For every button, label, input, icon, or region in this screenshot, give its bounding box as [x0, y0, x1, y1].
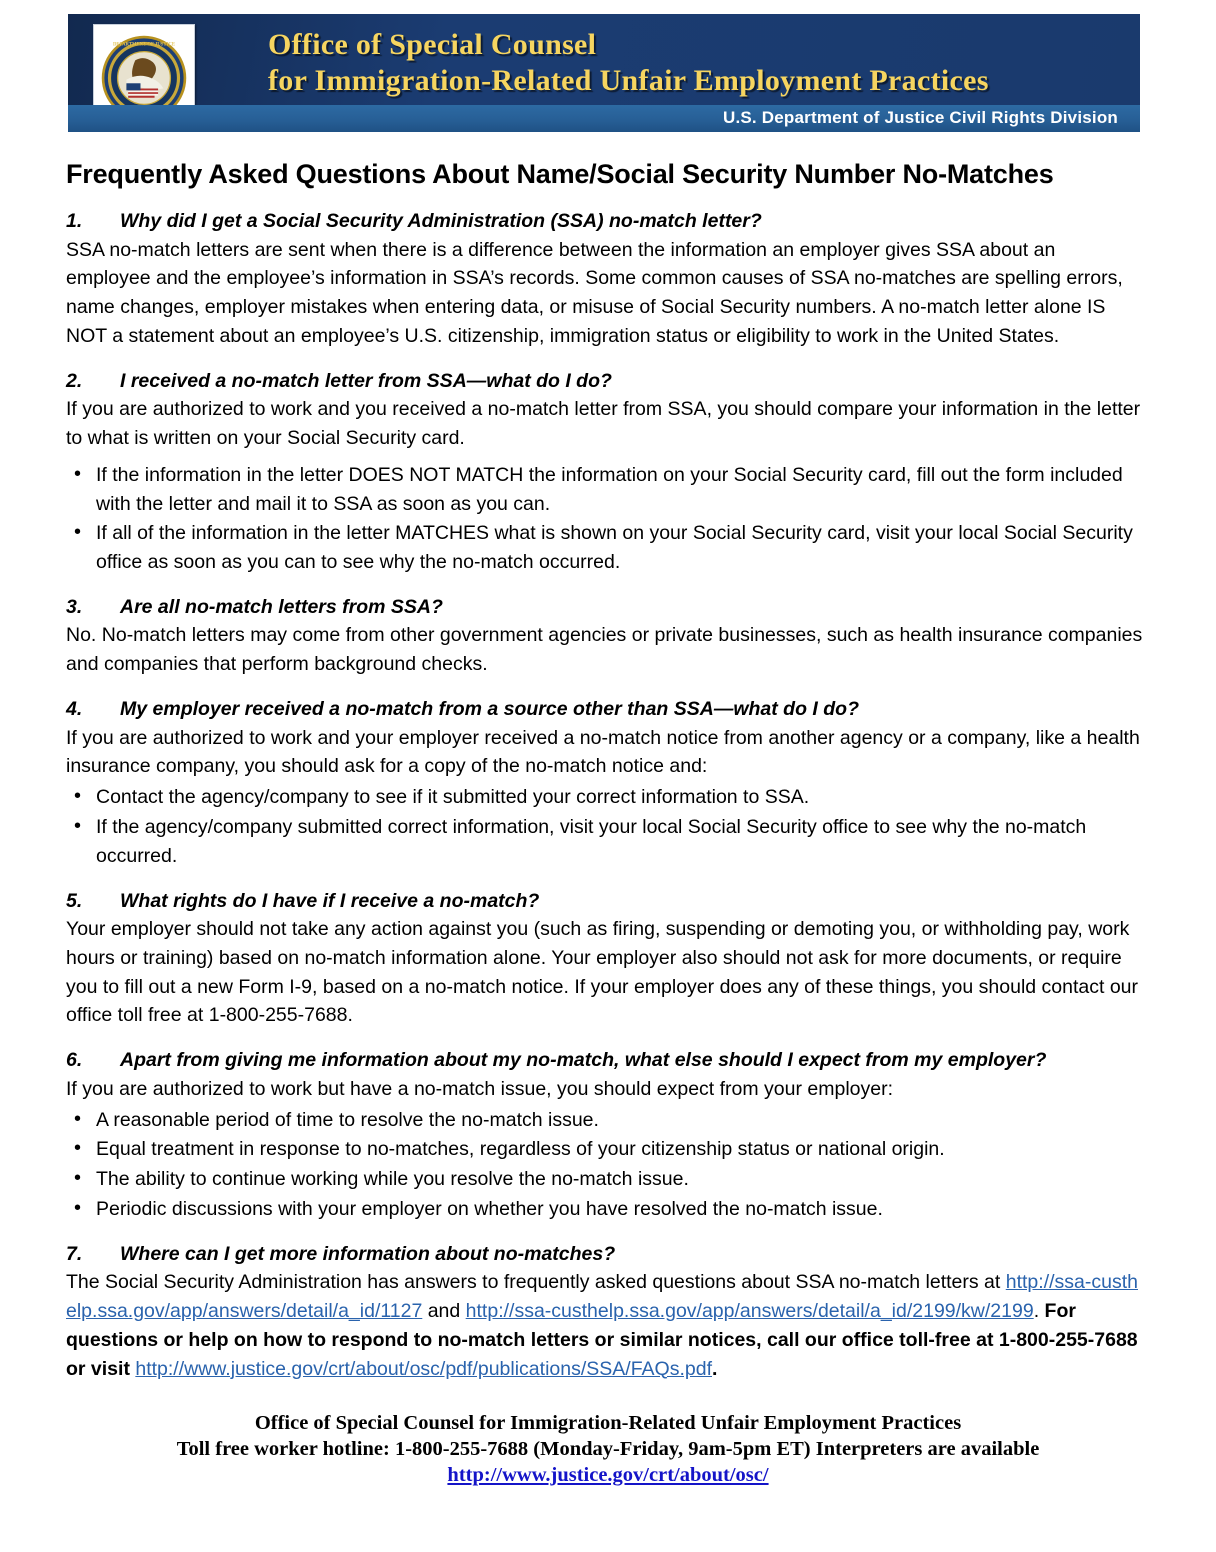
ssa-faq-link-2199[interactable]: http://ssa-custhelp.ssa.gov/app/answers/detail/a_id/2199/kw/2199: [465, 1300, 1034, 1323]
svg-text:DEPARTMENT OF JUSTICE: DEPARTMENT OF JUSTICE: [112, 41, 176, 47]
faq-number-6: 6.: [66, 1049, 83, 1072]
faq-bullet-list-6: [66, 1106, 1144, 1224]
document-body: [66, 158, 1144, 1389]
banner-title-line1: Office of Special Counsel: [268, 28, 597, 61]
faq-question-4: My employer received a no-match from a source other than SSA—what do I do?: [120, 698, 859, 721]
faq-heading-1: [66, 207, 1144, 236]
list-item: • If all of the information in the letter MATCHES what is shown on your Social Security card, visit your local Social Security office as soon as you can to see why the no-match occurred.: [66, 519, 1144, 577]
faq-heading-3: [66, 593, 1144, 622]
osc-website-link[interactable]: http://www.justice.gov/crt/about/osc/: [447, 1464, 769, 1486]
faq-number-5: 5.: [66, 889, 83, 912]
banner-subtitle-strip: [68, 105, 1140, 132]
q7-conjunction: and: [422, 1300, 466, 1323]
faq-answer-6: If you are authorized to work but have a no-match issue, you should expect from your employer:: [66, 1077, 894, 1100]
faq-answer-1: SSA no-match letters are sent when there is a difference between the information an employer gives SSA about an employee and the employee’s information in SSA’s records. Some common causes of SSA no-matches are spelling errors, name changes, employer mistakes when entering data, or misuse of Social Security numbers. A no-match letter alone IS NOT a statement about an employee’s U.S. citizenship, immigration status or eligibility to work in the United States.: [66, 238, 1123, 347]
faq-answer-5: Your employer should not take any action against you (such as firing, suspending or demoting you, or withholding pay, work hours or training) based on no-match information alone. Your employer also should not ask for more documents, or require you to fill out a new Form I-9, based on a no-match notice. If your employer does any of these things, you should contact our office toll free at 1-800-255-7688.: [66, 918, 1139, 1027]
faq-question-6: Apart from giving me information about my no-match, what else should I expect from my employer?: [120, 1049, 1047, 1072]
faq-item-5: [66, 887, 1144, 1031]
faq-answer-2: If you are authorized to work and you received a no-match letter from SSA, you should compare your information in the letter to what is written on your Social Security card.: [66, 398, 1141, 449]
faq-heading-5: [66, 887, 1144, 916]
faq-item-1: [66, 207, 1144, 351]
list-item: • Equal treatment in response to no-matches, regardless of your citizenship status or national origin.: [66, 1135, 1144, 1164]
faq-item-4: [66, 695, 1144, 870]
faq-heading-2: [66, 367, 1144, 396]
faq-question-2: I received a no-match letter from SSA—what do I do?: [120, 369, 612, 392]
faq-heading-6: [66, 1046, 1144, 1075]
faq-number-2: 2.: [66, 369, 83, 392]
ssa-faq-link-1127[interactable]: http://ssa-custhelp.ssa.gov/app/answers/detail/a_id/1127: [66, 1271, 1138, 1323]
faq-question-1: Why did I get a Social Security Administration (SSA) no-match letter?: [120, 210, 762, 232]
footer-hotline: Toll free worker hotline: 1-800-255-7688 (Monday-Friday, 9am-5pm ET) Interpreters are available: [176, 1438, 1040, 1460]
faq-number-1: 1.: [66, 210, 83, 232]
faq-number-7: 7.: [66, 1242, 83, 1265]
faq-question-3: Are all no-match letters from SSA?: [120, 595, 443, 618]
faq-answer-3: No. No-match letters may come from other government agencies or private businesses, such as health insurance companies and companies that perform background checks.: [66, 624, 1143, 676]
q7-intro-text: The Social Security Administration has answers to frequently asked questions about SSA no-match letters at: [66, 1271, 1006, 1294]
faq-answer-7: [66, 1268, 1144, 1383]
faq-question-7: Where can I get more information about no-matches?: [120, 1242, 616, 1265]
faq-answer-4: If you are authorized to work and your employer received a no-match notice from another agency or a company, like a health insurance company, you should ask for a copy of the no-match notice and:: [66, 726, 1140, 778]
footer-link-row: [0, 1462, 1216, 1488]
faq-item-7: [66, 1240, 1144, 1384]
faq-bullet-list-4: [66, 783, 1144, 870]
list-item: • Periodic discussions with your employer on whether you have resolved the no-match issue.: [66, 1195, 1144, 1224]
faq-bullet-list-2: [66, 461, 1144, 577]
banner-title: [268, 27, 989, 99]
q7-period: .: [1033, 1300, 1045, 1323]
faq-item-3: [66, 593, 1144, 679]
list-item: • If the information in the letter DOES NOT MATCH the information on your Social Security card, fill out the form included with the letter and mail it to SSA as soon as you can.: [66, 461, 1144, 519]
q7-end-period: .: [711, 1357, 718, 1380]
banner-subtitle: U.S. Department of Justice Civil Rights Division: [722, 108, 1118, 127]
banner-title-line2: for Immigration-Related Unfair Employment Practices: [268, 64, 989, 97]
faq-number-4: 4.: [66, 698, 83, 721]
page-footer: [0, 1410, 1216, 1488]
faq-heading-4: [66, 695, 1144, 724]
agency-header-banner: [68, 14, 1140, 132]
footer-office-name: Office of Special Counsel for Immigration-Related Unfair Employment Practices: [254, 1412, 962, 1434]
list-item: • Contact the agency/company to see if it submitted your correct information to SSA.: [66, 783, 1144, 812]
list-item: • A reasonable period of time to resolve the no-match issue.: [66, 1106, 1144, 1135]
faq-question-5: What rights do I have if I receive a no-match?: [120, 889, 540, 912]
q7-bold-text: For questions or help on how to respond to no-match letters or similar notices, call our office toll-free at 1-800-255-7688 or visit: [66, 1300, 1138, 1380]
faq-item-2: [66, 367, 1144, 577]
faq-number-3: 3.: [66, 595, 83, 618]
osc-ssa-faqs-pdf-link[interactable]: http://www.justice.gov/crt/about/osc/pdf/publications/SSA/FAQs.pdf: [135, 1357, 712, 1380]
page-title: Frequently Asked Questions About Name/Social Security Number No-Matches: [66, 159, 1054, 189]
faq-heading-7: [66, 1240, 1144, 1269]
faq-item-6: [66, 1046, 1144, 1223]
list-item: • If the agency/company submitted correct information, visit your local Social Security office to see why the no-match occurred.: [66, 813, 1144, 871]
list-item: • The ability to continue working while you resolve the no-match issue.: [66, 1165, 1144, 1194]
